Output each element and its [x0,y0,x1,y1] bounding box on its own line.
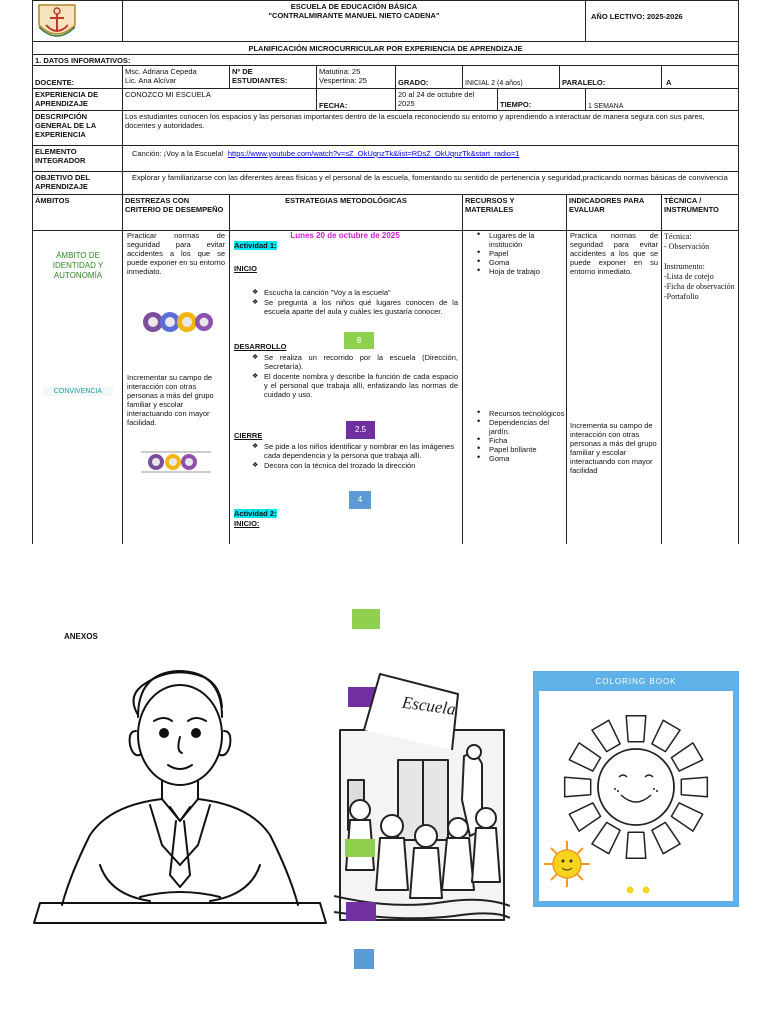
col-estrategias [229,194,463,231]
sun-ray-icon [671,803,702,831]
school-sign-text: Escuela [400,692,457,719]
integrator-label [32,145,123,172]
col-recursos-text: RECURSOS Y MATERIALES [465,196,515,214]
inicio-list [250,288,458,317]
tecnica-label: Técnica: [664,232,692,241]
col-ambitos-text: ÁMBITOS [35,196,70,205]
instrumento-label: Instrumento: [664,262,705,271]
activity-2-text: Actividad 2: [234,509,277,518]
ambito-identidad: ÁMBITO DE IDENTIDAD Y AUTONOMÍA [52,251,104,280]
list-item: • Goma [467,258,565,267]
date-value [395,88,498,111]
experience-label-text: EXPERIENCIA DE APRENDIZAJE [35,90,99,108]
cierre-list [250,442,458,471]
box-4-text: 4 [357,495,363,504]
coloring-book-title: COLORING BOOK [595,677,677,686]
students-values [316,65,396,89]
teacher-illustration [30,665,330,930]
teacher-values [122,65,230,89]
grade-value-text: INICIAL 2 (4 años) [465,80,523,87]
list-item: • Recursos tecnológicos [467,409,565,418]
date-label [316,88,396,111]
coloring-book-panel [533,671,739,907]
info-section-title-text: 1. DATOS INFORMATIVOS: [35,56,131,65]
sun-outline-icon [539,691,733,901]
blue-marker-2 [354,949,374,969]
list-item: ❖ Se pregunta a los niños qué lugares conocen de la escuela aparte del aula y cuáles les gustaría conocer. [250,298,458,316]
school-year: AÑO LECTIVO: 2025-2026 [591,12,683,21]
time-label-text: TIEMPO: [500,100,532,109]
col-destrezas [122,194,230,231]
sun-ray-icon [565,777,591,797]
students-morning: Matutina: 25 [319,67,361,76]
sun-ray-icon [626,832,646,858]
inicio-heading: INICIO [234,264,257,273]
purple-marker-2 [346,902,376,921]
sun-ray-icon [681,777,707,797]
indicadores-column [566,230,662,544]
blue-box-4 [349,491,371,509]
plan-title [32,41,739,55]
sun-ray-icon [652,822,680,853]
recursos-list-1 [467,231,565,276]
tecnica-column [661,230,739,544]
estrategias-column [229,230,463,544]
day-heading: Lunes 20 de octubre de 2025 [290,231,400,240]
list-item: ❖ Se realiza un recorrido por la escuela (Dirección, Secretaría). [250,353,458,371]
school-full-name: "CONTRALMIRANTE MANUEL NIETO CADENA" [268,11,440,20]
description-value [122,110,739,146]
destreza-2: Incrementar su campo de interacción con otras personas a más del grupo familiar y escolar interactuando con mayor facilidad. [127,373,214,427]
students-label [229,65,317,89]
annex-title: ANEXOS [64,632,98,641]
destreza-1: Practicar normas de seguridad para evitar accidentes a los que se puede exponer en su entorno inmediato. [127,231,225,276]
indicador-1: Practica normas de seguridad para evitar accidentes a los que se puede exponer en su entorno inmediato. [570,231,658,276]
grade-value [462,65,560,89]
description-label [32,110,123,146]
time-label [497,88,586,111]
col-recursos [462,194,567,231]
students-label-1: Nº DE [232,67,253,76]
grade-label-text: GRADO: [398,78,429,87]
list-item: • Goma [467,454,565,463]
tecnica-observacion: - Observación [664,242,710,251]
col-destrezas-text: DESTREZAS CON CRITERIO DE DESEMPEÑO [125,196,224,214]
logo-cell [32,0,123,42]
experience-value [122,88,317,111]
ambitos-column [32,230,123,544]
box-25-text: 2.5 [354,425,367,434]
col-tecnica [661,194,739,231]
students-evening: Vespertina: 25 [319,76,367,85]
sun-ray-icon [569,743,600,771]
green-marker-2 [345,839,375,857]
plan-title-text: PLANIFICACIÓN MICROCURRICULAR POR EXPERIENCIA DE APRENDIZAJE [248,44,523,53]
sun-ray-icon [592,822,620,853]
list-item: • Papel brillante [467,445,565,454]
time-value [585,88,739,111]
list-item: ❖ Se pide a los niños identificar y nombrar en las imágenes cada dependencia y la persona que trabaja allí. [250,442,458,460]
integrator-value [122,145,739,172]
col-indicadores-text: INDICADORES PARA EVALUAR [569,196,645,214]
parallel-value-text: A [666,78,672,87]
number-badges-small-icon [141,449,211,475]
small-sun-icon [544,841,590,887]
desarrollo-list [250,353,458,400]
recursos-list-2 [467,409,565,463]
sun-ray-icon [626,716,646,742]
grade-label [395,65,463,89]
col-indicadores [566,194,662,231]
green-box-8 [344,332,374,349]
list-item: ❖ Decora con la técnica del trozado la dirección [250,461,458,470]
song-link[interactable]: https://www.youtube.com/watch?v=sZ_OkUqnzTk&list=RDsZ_OkUqnzTk&start_radio=1 [227,149,520,158]
recursos-column [462,230,567,544]
green-marker [352,609,380,629]
time-value-text: 1 SEMANA [588,103,624,110]
sun-ray-icon [569,803,600,831]
teacher-label [32,65,123,89]
col-ambitos [32,194,123,231]
integrator-text: Canción: ¡Voy a la Escuela! [132,149,224,158]
parallel-label [559,65,662,89]
date-label-text: FECHA: [319,101,348,110]
school-year-cell [585,0,739,42]
inicio-2-heading: INICIO: [234,519,260,528]
activity-1-text: Actividad 1: [234,241,277,250]
list-item: • Dependencias del jardín. [467,418,565,436]
instrumento-portafolio: -Portafolio [664,292,699,301]
number-badges-icon [143,309,213,335]
sun-ray-icon [592,720,620,751]
description-value-text: Los estudiantes conocen los espacios y las personas importantes dentro de la escuela reconociendo su entorno y aprendiendo a interactuar de manera segura con sus pares, docentes y autoridades. [125,112,705,130]
school-name: ESCUELA DE EDUCACIÓN BÁSICA [290,2,418,11]
teacher-label-text: DOCENTE: [35,78,75,87]
parallel-value [661,65,739,89]
school-illustration [334,660,510,930]
objective-label-text: OBJETIVO DEL APRENDIZAJE [35,173,90,191]
list-item: • Ficha [467,436,565,445]
date-value-2: 2025 [398,99,415,108]
teacher-1: Msc. Adriana Cepeda [125,67,197,76]
list-item: • Papel [467,249,565,258]
students-label-2: ESTUDIANTES: [232,76,288,85]
col-estrategias-text: ESTRATEGIAS METODOLÓGICAS [285,196,407,205]
objective-label [32,171,123,195]
box-8-text: 8 [356,336,362,345]
cierre-heading: CIERRE [234,431,263,440]
destrezas-column [122,230,230,544]
activity-1 [234,241,277,250]
list-item: • Hoja de trabajo [467,267,565,276]
school-name-cell [122,0,586,42]
coloring-inner [539,691,733,901]
experience-value-text: CONOZCO MI ESCUELA [125,90,211,99]
instrumento-ficha: -Ficha de observación [664,282,735,291]
date-value-1: 20 al 24 de octubre del [398,90,475,99]
integrator-label-text: ELEMENTO INTEGRADOR [35,147,86,165]
parallel-label-text: PARALELO: [562,78,606,87]
objective-value-text: Explorar y familiarizarse con las diferentes áreas físicas y el personal de la escuela, fomentando su sentido de pertenencia y seguridad,practicando normas básicas de convivencia [132,173,728,182]
col-tecnica-text: TÉCNICA / INSTRUMENTO [664,196,719,214]
purple-box-25 [346,421,375,439]
activity-2 [234,509,277,518]
list-item: ❖ El docente nombra y describe la función de cada espacio y el personal que trabaja allí, enfatizando las normas de cuidado y uso. [250,372,458,399]
ambito-convivencia: CONVIVENCIA [43,387,113,396]
indicador-2: Incrementa su campo de interacción con otras personas a más del grupo familiar y escolar interactuando con mayor facilidad [570,421,657,475]
list-item: • Lugares de la institución [467,231,565,249]
experience-label [32,88,123,111]
objective-value [122,171,739,195]
sun-ray-icon [671,743,702,771]
sun-ray-icon [652,720,680,751]
desarrollo-heading: DESARROLLO [234,342,287,351]
school-logo-icon [35,1,79,42]
description-label-text: DESCRIPCIÓN GENERAL DE LA EXPERIENCIA [35,112,96,139]
teacher-2: Lic. Ana Alcívar [125,76,177,85]
list-item: ❖ Escucha la canción "Voy a la escuela" [250,288,458,297]
instrumento-lista: -Lista de cotejo [664,272,714,281]
